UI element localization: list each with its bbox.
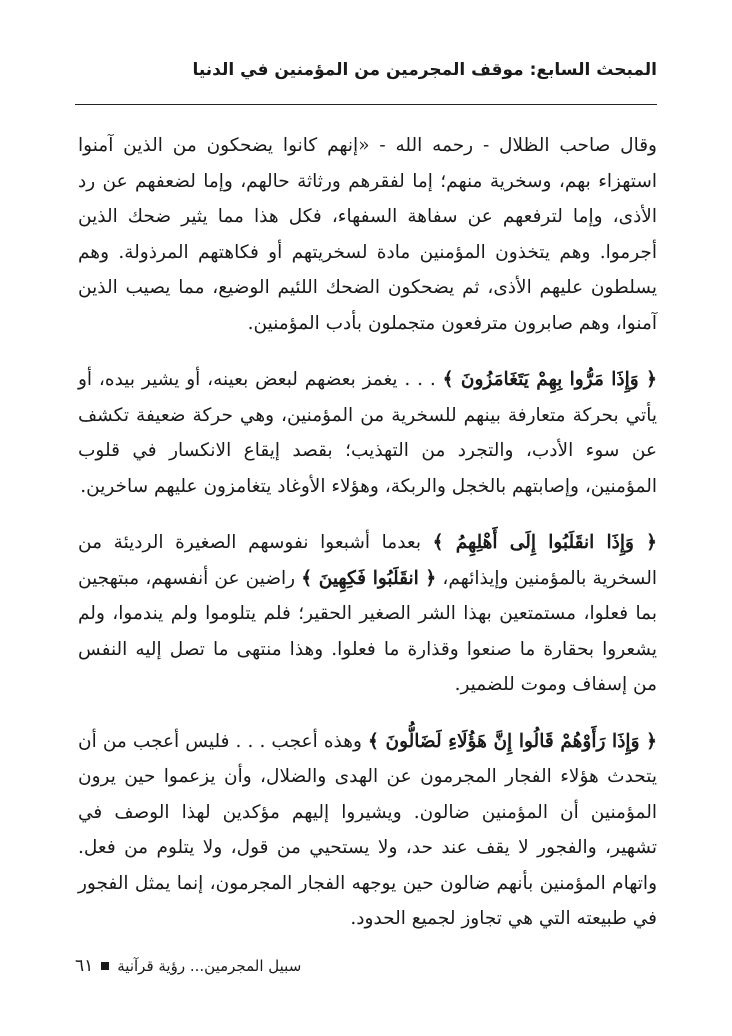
header-divider bbox=[75, 104, 657, 105]
paragraph-text: وهذه أعجب . . . فليس أعجب من أن يتحدث هؤلاء الفجار المجرمون عن الهدى والضلال، وأن يزعموا حين يرون المؤمنين أن المؤمنين ضالون. ويشيروا إليهم مؤكدين لهذا الوصف في تشهير، والفجور لا يقف عند حد، ولا يستحيي من قول، ولا يتلوم من فعل. واتهام المؤمنين بأنهم ضالون حين يوجهه الفجار المجرمون، إنما يمثل الفجور في طبيعته التي هي تجاوز لجميع الحدود. bbox=[78, 730, 657, 929]
running-header: المبحث السابع: موقف المجرمين من المؤمنين في الدنيا bbox=[192, 60, 657, 80]
paragraph bbox=[78, 128, 657, 341]
paragraph bbox=[78, 525, 657, 703]
footer-book-title: سبيل المجرمين... رؤية قرآنية bbox=[117, 957, 302, 975]
body-text bbox=[78, 128, 657, 937]
paragraph-text: وقال صاحب الظلال - رحمه الله - «إنهم كانوا يضحكون من الذين آمنوا استهزاء بهم، وسخرية منهم؛ إما لفقرهم ورثاثة حالهم، وإما لضعفهم عن رد الأذى، وإما لترفعهم عن سفاهة السفهاء، فكل هذا مما يثير ضحك الذين أجرموا. وهم يتخذون المؤمنين مادة لسخريتهم أو فكاهتهم المرذولة. وهم يسلطون عليهم الأذى، ثم يضحكون الضحك اللئيم الوضيع، مما يصيب الذين آمنوا، وهم صابرون مترفعون متجملون بأدب المؤمنين. bbox=[78, 135, 657, 334]
quran-verse: ﴿ وَإِذَا رَأَوْهُمْ قَالُوا إِنَّ هَؤُلَاءِ لَضَالُّونَ ﴾ bbox=[368, 730, 657, 752]
quran-verse: ﴿ انقَلَبُوا فَكِهِينَ ﴾ bbox=[301, 567, 437, 589]
paragraph-text: راضين عن أنفسهم، مبتهجين بما فعلوا، مستمتعين بهذا الشر الصغير الحقير؛ فلم يتلوموا ولم يندموا، ولم يشعروا بحقارة ما صنعوا وقذارة ما فعلوا. وهذا منتهى ما تصل إليه النفس من إسفاف وموت للضمير. bbox=[78, 567, 657, 695]
paragraph-text: . . . يغمز بعضهم لبعض بعينه، أو يشير بيده، أو يأتي بحركة متعارفة بينهم للسخرية من المؤمنين، وهي حركة ضعيفة تكشف عن سوء الأدب، والتجرد من التهذيب؛ بقصد إيقاع الانكسار في قلوب المؤمنين، وإصابتهم بالخجل والربكة، وهؤلاء الأوغاد يتغامزون عليهم ساخرين. bbox=[78, 369, 657, 497]
paragraph-text: بعدما أشبعوا نفوسهم الصغيرة الرديئة من السخرية بالمؤمنين وإيذائهم، bbox=[78, 532, 657, 589]
footer-square-icon bbox=[101, 962, 109, 970]
paragraph bbox=[78, 724, 657, 937]
quran-verse: ﴿ وَإِذَا مَرُّوا بِهِمْ يَتَغَامَزُونَ ﴾ bbox=[442, 369, 657, 390]
quran-verse: ﴿ وَإِذَا انقَلَبُوا إِلَى أَهْلِهِمُ ﴾ bbox=[432, 532, 657, 553]
page-number: ٦١ bbox=[75, 956, 94, 976]
paragraph bbox=[78, 362, 657, 504]
page-footer bbox=[75, 956, 301, 976]
